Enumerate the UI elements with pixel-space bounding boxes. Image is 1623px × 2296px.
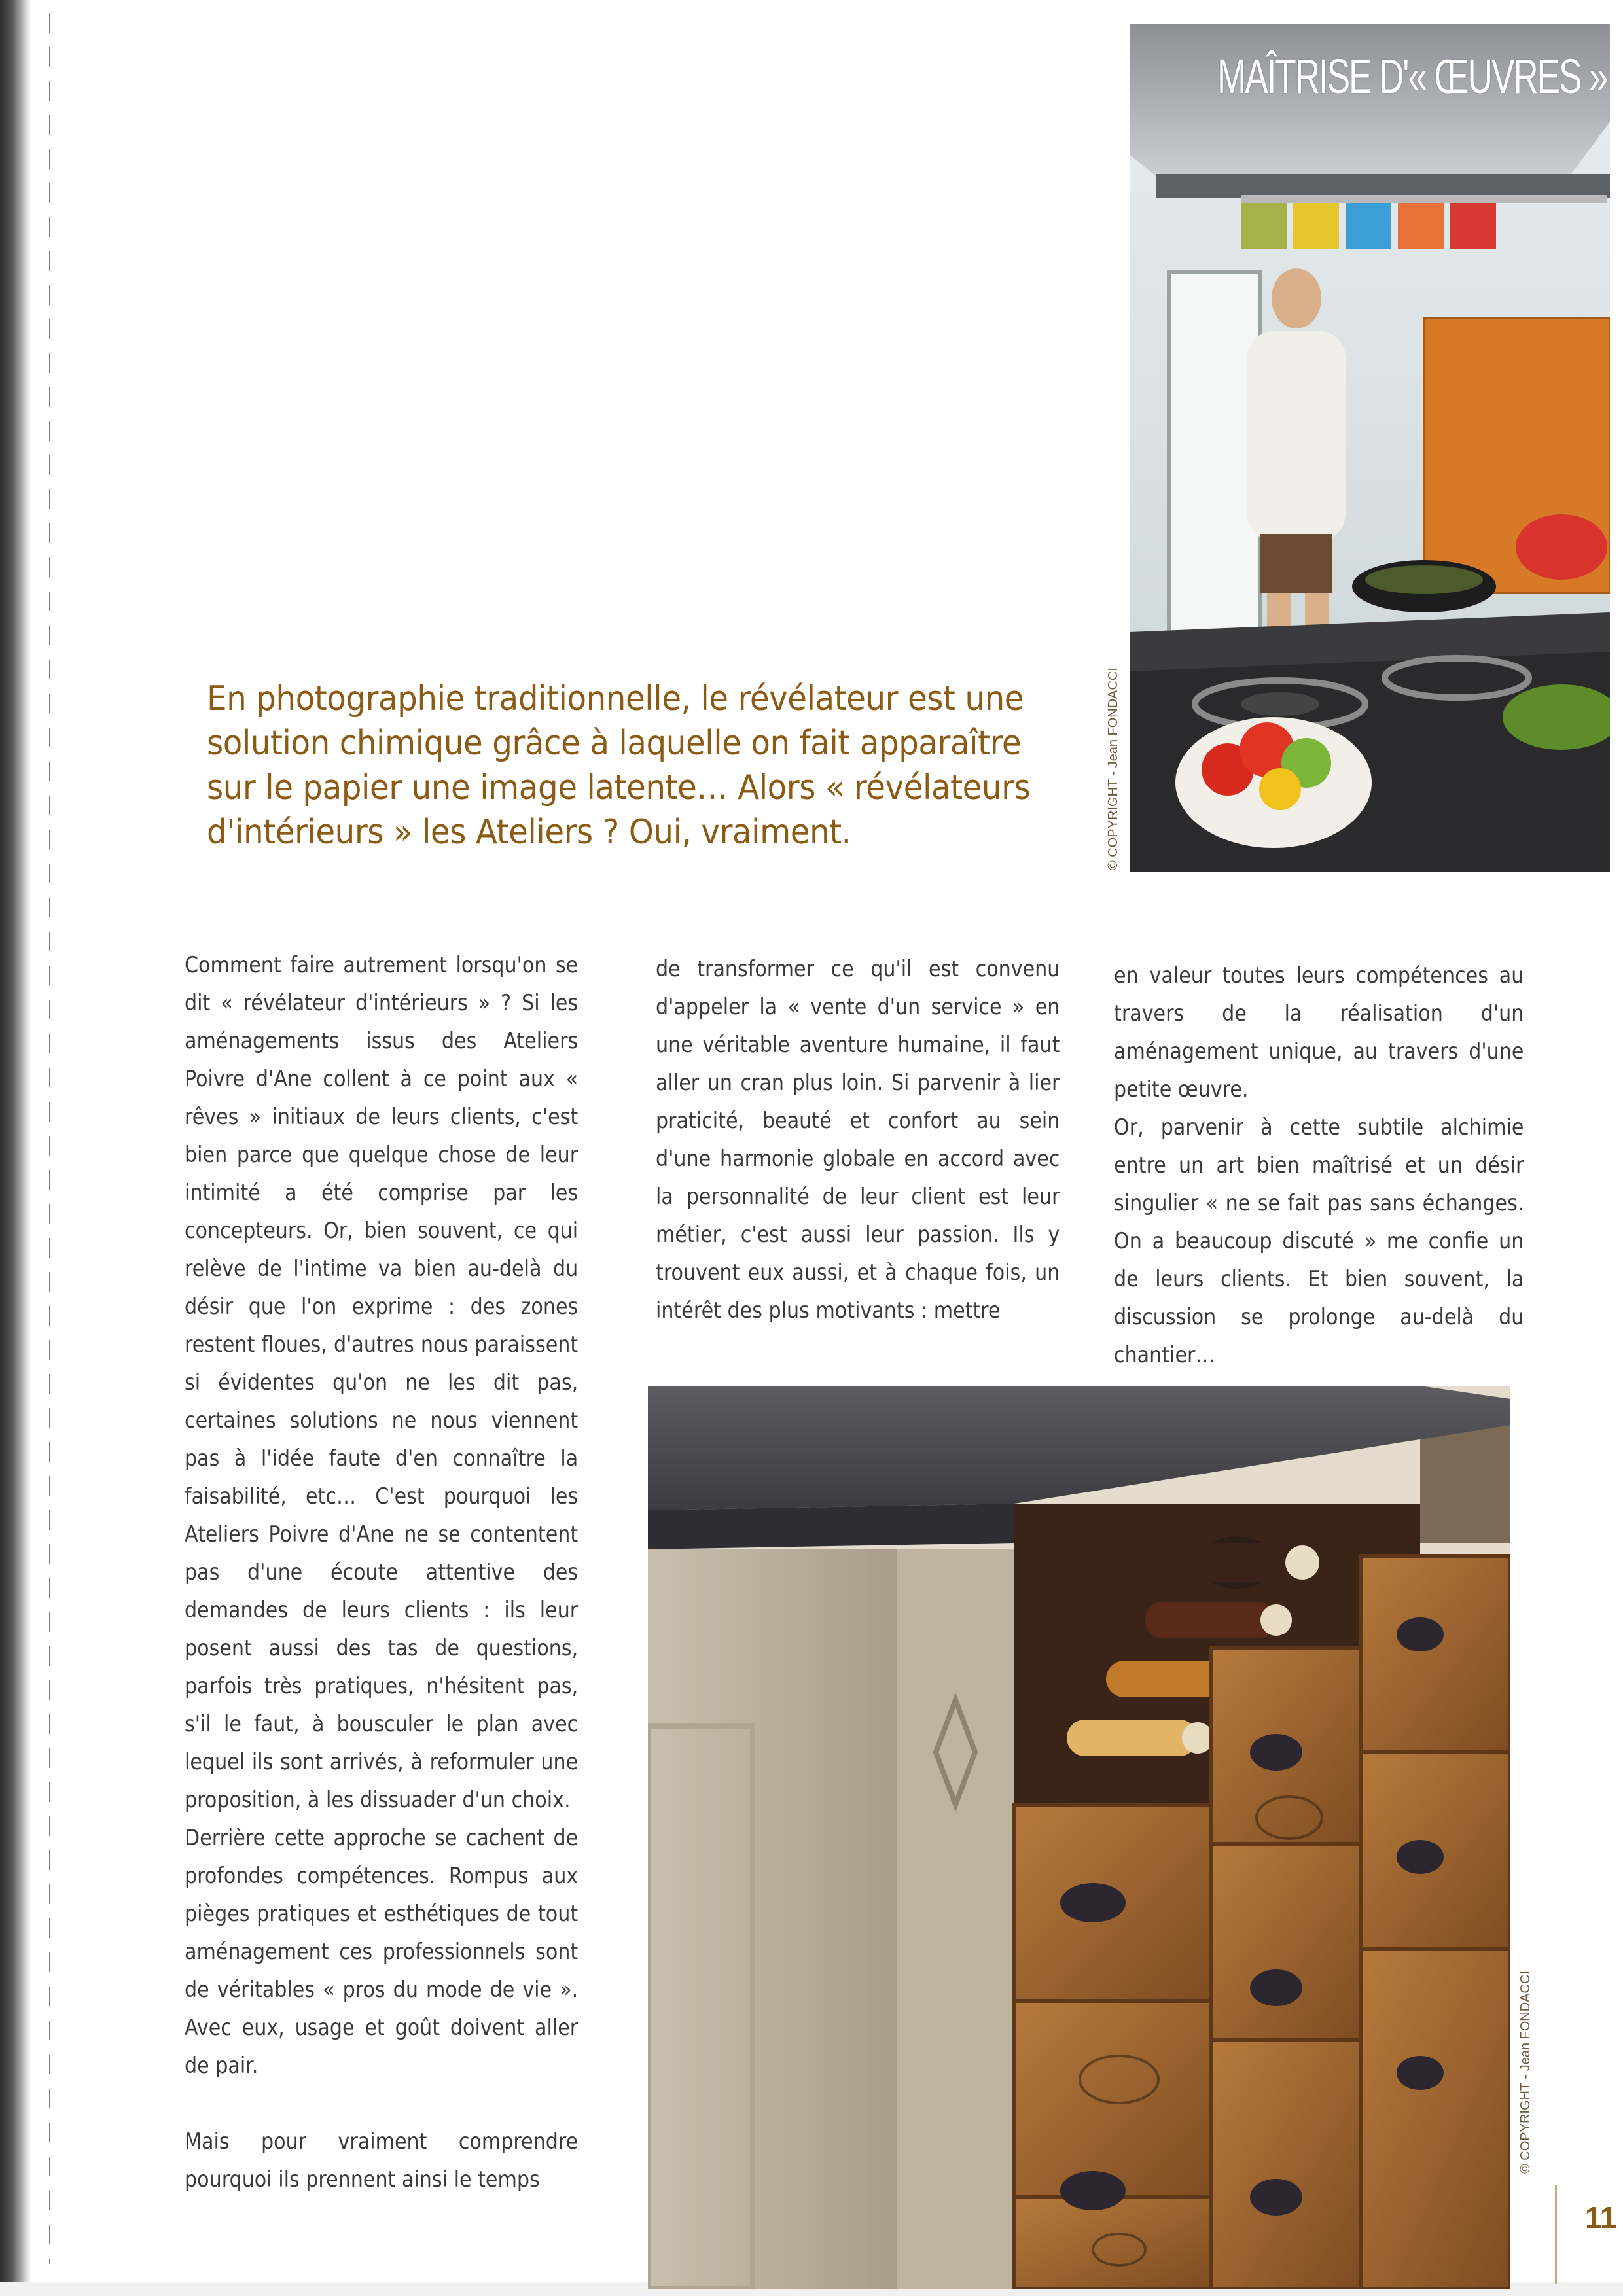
cabinet-photo-art bbox=[648, 1386, 1510, 2289]
article-column-2 bbox=[656, 950, 1060, 1330]
binding-edge bbox=[0, 0, 30, 2296]
article-column-3 bbox=[1114, 957, 1524, 1374]
cabinet-photo bbox=[648, 1386, 1510, 2289]
lead-paragraph: En photographie traditionnelle, le révélateur est une solution chimique grâce à laquelle on fait apparaître sur le papier une image latente… Alors « révélateurs d'intérieurs » les Ateliers ? Oui, vraiment. bbox=[207, 679, 1031, 852]
photo-credit-bottom: © COPYRIGHT - Jean FONDACCI bbox=[1518, 1971, 1533, 2174]
page-number: 11 bbox=[1585, 2200, 1617, 2234]
article-column-1 bbox=[185, 946, 578, 2199]
column-2-paragraph-1: de transformer ce qu'il est convenu d'appeler la « vente d'un service » en une véritable aventure humaine, il faut aller un cran plus loin. Si parvenir à lier praticité, beauté et confort au sein d'une harmonie globale en accord avec la personnalité de leur client est leur métier, c'est aussi leur passion. Ils y trouvent eux aussi, et à chaque fois, un intérêt des plus motivants : mettre bbox=[656, 956, 1060, 1323]
kitchen-photo-art bbox=[1130, 24, 1610, 872]
section-title: MAÎTRISE D'« ŒUVRES » bbox=[1217, 49, 1607, 103]
photo-credit-top: © COPYRIGHT - Jean FONDACCI bbox=[1106, 667, 1120, 870]
column-3-paragraph-1: en valeur toutes leurs compétences au travers de la réalisation d'un aménagement unique, au travers d'une petite œuvre. bbox=[1114, 963, 1524, 1102]
kitchen-photo bbox=[1130, 24, 1610, 872]
page-number-rule bbox=[1555, 2185, 1557, 2284]
column-1-paragraph-3: Mais pour vraiment comprendre pourquoi ils prennent ainsi le temps bbox=[185, 2128, 579, 2192]
column-1-paragraph-2: Derrière cette approche se cachent de profondes compétences. Rompus aux pièges pratiques et esthétiques de tout aménagement ces professionnels sont de véritables « pros du mode de vie ». Avec eux, usage et goût doivent aller de pair. bbox=[185, 1825, 579, 2078]
column-1-paragraph-1: Comment faire autrement lorsqu'on se dit « révélateur d'intérieurs » ? Si les aménagements issus des Ateliers Poivre d'Ane collent à ce point aux « rêves » initiaux de leurs clients, c'est bien parce que quelque chose de leur intimité a été comprise par les concepteurs. Or, bien souvent, ce qui relève de l'intime va bien au-delà du désir que l'on exprime : des zones restent floues, d'autres nous paraissent si évidentes qu'on ne les dit pas, certaines solutions ne nous viennent pas à l'idée faute d'en connaître la faisabilité, etc… C'est pourquoi les Ateliers Poivre d'Ane ne se contentent pas d'une écoute attentive des demandes de leurs clients : ils leur posent aussi des tas de questions, parfois très pratiques, n'hésitent pas, s'il le faut, à bousculer le plan avec lequel ils sont arrivés, à reformuler une proposition, à les dissuader d'un choix. bbox=[185, 952, 579, 1812]
column-3-paragraph-2: Or, parvenir à cette subtile alchimie entre un art bien maîtrisé et un désir singulier « ne se fait pas sans échanges. On a beaucoup discuté » me confie un de leurs clients. Et bien souvent, la discussion se prolonge au-delà du chantier… bbox=[1114, 1114, 1524, 1368]
binding-stitches bbox=[37, 13, 63, 2264]
